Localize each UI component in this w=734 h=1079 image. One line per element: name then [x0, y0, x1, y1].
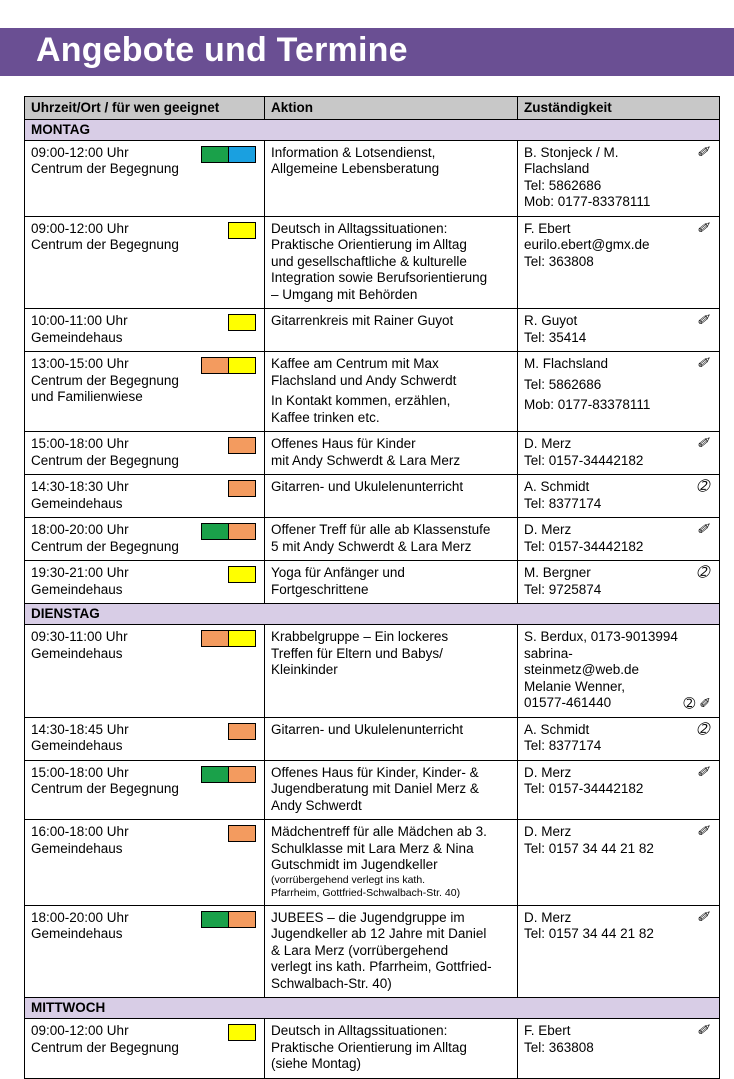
contact-cell	[518, 309, 720, 352]
action-extra-line: In Kontakt kommen, erzählen,	[271, 393, 451, 408]
table-row	[25, 1019, 720, 1079]
time-place-cell	[25, 216, 265, 309]
action-note-line: (vorrübergehend verlegt ins kath.	[271, 873, 426, 886]
audience-chip-orange	[228, 911, 256, 928]
table-row	[25, 475, 720, 518]
contact-line: M. Flachsland	[524, 356, 609, 371]
contact-line: A. Schmidt	[524, 479, 590, 494]
time-place-cell	[25, 475, 265, 518]
time-text: 14:30-18:45 Uhr	[31, 721, 129, 737]
action-line: Andy Schwerdt	[271, 797, 362, 813]
contact-line: sabrina-steinmetz@web.de	[524, 645, 640, 677]
contact-line: S. Berdux, 0173-9013994	[524, 629, 678, 644]
audience-color-chips	[201, 911, 256, 928]
audience-chip-orange	[228, 437, 256, 454]
audience-color-chips	[201, 766, 256, 783]
action-line: Offener Treff für alle ab Klassenstufe	[271, 522, 491, 537]
circled-two-icon: ➁	[696, 564, 709, 581]
contact-line: Tel: 8377174	[524, 738, 602, 753]
page-title: Angebote und Termine	[36, 31, 408, 69]
place-text: Gemeindehaus	[31, 840, 123, 856]
table-row	[25, 760, 720, 820]
place-text: Centrum der Begegnung	[31, 538, 179, 554]
time-text: 15:00-18:00 Uhr	[31, 764, 129, 780]
audience-chip-orange	[228, 480, 256, 497]
action-line: Deutsch in Alltagssituationen:	[271, 1023, 448, 1038]
time-text: 10:00-11:00 Uhr	[31, 313, 128, 328]
time-place-cell	[25, 140, 265, 216]
audience-color-chips	[201, 630, 256, 647]
day-row	[25, 119, 720, 140]
action-note-line: Pfarrheim, Gottfried-Schwalbach-Str. 40)	[271, 886, 461, 899]
header-action: Aktion	[265, 97, 518, 120]
contact-line: Tel: 9725874	[524, 581, 602, 597]
contact-cell	[518, 216, 720, 309]
contact-line: Mob: 0177-83378111	[524, 194, 651, 209]
audience-chip-orange	[201, 357, 229, 374]
table-row	[25, 561, 720, 604]
table-row	[25, 352, 720, 432]
circled-two-icon: ➁	[683, 695, 696, 711]
action-cell	[265, 905, 518, 998]
action-cell	[265, 760, 518, 820]
contact-line: D. Merz	[524, 909, 572, 925]
contact-line: M. Bergner	[524, 565, 591, 580]
contact-cell	[518, 352, 720, 432]
place-text: Gemeindehaus	[31, 329, 123, 345]
action-line: Gutschmidt im Jugendkeller	[271, 857, 438, 872]
contact-cell	[518, 432, 720, 475]
action-line: verlegt ins kath. Pfarrheim, Gottfried-	[271, 959, 492, 974]
audience-color-chips	[228, 437, 256, 454]
day-label: MONTAG	[25, 119, 720, 140]
action-cell	[265, 475, 518, 518]
time-text: 09:00-12:00 Uhr	[31, 220, 129, 236]
audience-chip-orange	[228, 766, 256, 783]
time-text: 19:30-21:00 Uhr	[31, 565, 129, 580]
action-cell	[265, 309, 518, 352]
contact-line: Melanie Wenner,	[524, 678, 626, 694]
contact-line: Tel: 35414	[524, 329, 587, 345]
audience-color-chips	[228, 222, 256, 239]
action-cell	[265, 216, 518, 309]
time-text: 15:00-18:00 Uhr	[31, 436, 129, 451]
action-line: Flachsland und Andy Schwerdt	[271, 372, 457, 388]
contact-line: Tel: 0157-34442182	[524, 452, 644, 468]
time-text: 14:30-18:30 Uhr	[31, 479, 129, 494]
action-line: Mädchentreff für alle Mädchen ab 3.	[271, 824, 487, 839]
action-line: Schwalbach-Str. 40)	[271, 975, 392, 991]
contact-line: Tel: 0157 34 44 21 82	[524, 926, 654, 941]
circled-two-icon: ➁	[696, 478, 709, 495]
contact-line: Tel: 0157-34442182	[524, 538, 644, 554]
action-cell	[265, 561, 518, 604]
contact-cell	[518, 905, 720, 998]
action-line: Deutsch in Alltagssituationen:	[271, 220, 448, 236]
action-line: Information & Lotsendienst,	[271, 144, 436, 160]
time-text: 13:00-15:00 Uhr	[31, 356, 129, 371]
time-place-cell	[25, 717, 265, 760]
action-cell	[265, 432, 518, 475]
action-line: Integration sowie Berufsorientierung	[271, 270, 488, 285]
wheelchair-icon: ✐	[699, 695, 711, 711]
contact-cell	[518, 820, 720, 906]
time-place-cell	[25, 518, 265, 561]
header-responsibility: Zuständigkeit	[518, 97, 720, 120]
action-line: und gesellschaftliche & kulturelle	[271, 253, 467, 269]
time-text: 09:00-12:00 Uhr	[31, 144, 129, 160]
action-line: Praktische Orientierung im Alltag	[271, 237, 467, 252]
contact-cell	[518, 518, 720, 561]
audience-chip-orange	[201, 630, 229, 647]
place-text: Centrum der Begegnung	[31, 781, 179, 796]
action-line: Kaffee am Centrum mit Max	[271, 356, 439, 371]
wheelchair-icon: ✐	[696, 763, 709, 781]
contact-line: B. Stonjeck / M. Flachsland	[524, 144, 619, 176]
contact-line: A. Schmidt	[524, 721, 590, 737]
audience-chip-yellow	[228, 630, 256, 647]
action-line: JUBEES – die Jugendgruppe im	[271, 909, 465, 925]
action-line: Gitarren- und Ukulelenunterricht	[271, 721, 464, 737]
time-place-cell	[25, 309, 265, 352]
day-row	[25, 604, 720, 625]
table-row	[25, 518, 720, 561]
audience-chip-green	[201, 766, 229, 783]
audience-color-chips	[228, 723, 256, 740]
action-line: Praktische Orientierung im Alltag	[271, 1039, 467, 1055]
day-label: MITTWOCH	[25, 998, 720, 1019]
contact-line: Tel: 0157-34442182	[524, 781, 644, 796]
action-line: & Lara Merz (vorrübergehend	[271, 942, 449, 958]
action-line: Jugendberatung mit Daniel Merz &	[271, 781, 479, 796]
wheelchair-icon: ✐	[696, 908, 709, 926]
audience-chip-orange	[228, 825, 256, 842]
contact-cell	[518, 625, 720, 718]
action-line: Treffen für Eltern und Babys/	[271, 645, 443, 661]
table-row	[25, 717, 720, 760]
time-place-cell	[25, 625, 265, 718]
audience-color-chips	[201, 523, 256, 540]
audience-chip-yellow	[228, 566, 256, 583]
action-line: Gitarren- und Ukulelenunterricht	[271, 479, 464, 494]
action-line: Schulklasse mit Lara Merz & Nina	[271, 840, 474, 856]
wheelchair-icon: ✐	[696, 823, 709, 840]
audience-chip-yellow	[228, 222, 256, 239]
audience-color-chips	[201, 146, 256, 163]
time-place-cell	[25, 820, 265, 906]
contact-line: Tel: 363808	[524, 253, 594, 269]
action-line: Gitarrenkreis mit Rainer Guyot	[271, 313, 454, 328]
place-text: Gemeindehaus	[31, 645, 123, 661]
audience-color-chips	[228, 825, 256, 842]
time-text: 18:00-20:00 Uhr	[31, 909, 129, 925]
table-row	[25, 216, 720, 309]
action-line: 5 mit Andy Schwerdt & Lara Merz	[271, 538, 472, 554]
contact-cell	[518, 561, 720, 604]
time-text: 09:30-11:00 Uhr	[31, 629, 128, 644]
action-line: Jugendkeller ab 12 Jahre mit Daniel	[271, 926, 487, 941]
table-row	[25, 140, 720, 216]
wheelchair-icon: ✐	[696, 521, 709, 538]
wheelchair-icon: ✐	[696, 435, 709, 452]
wheelchair-icon: ✐	[696, 219, 709, 237]
audience-color-chips	[228, 314, 256, 331]
table-header-row	[25, 97, 720, 120]
audience-color-chips	[228, 566, 256, 583]
action-line: – Umgang mit Behörden	[271, 286, 418, 302]
audience-chip-yellow	[228, 314, 256, 331]
audience-chip-yellow	[228, 1024, 256, 1041]
contact-line: eurilo.ebert@gmx.de	[524, 237, 650, 252]
contact-line: Tel: 8377174	[524, 495, 602, 511]
contact-line: D. Merz	[524, 436, 572, 451]
action-cell	[265, 352, 518, 432]
action-line: Offenes Haus für Kinder	[271, 436, 416, 451]
time-text: 18:00-20:00 Uhr	[31, 522, 129, 537]
action-line: Yoga für Anfänger und	[271, 565, 405, 580]
contact-line: D. Merz	[524, 522, 572, 537]
contact-line: Mob: 0177-83378111	[524, 397, 651, 412]
audience-chip-orange	[228, 723, 256, 740]
time-text: 09:00-12:00 Uhr	[31, 1023, 129, 1038]
table-row	[25, 820, 720, 906]
time-place-cell	[25, 352, 265, 432]
audience-chip-green	[201, 146, 229, 163]
wheelchair-icon: ✐	[696, 312, 709, 329]
time-place-cell	[25, 905, 265, 998]
action-line: Krabbelgruppe – Ein lockeres	[271, 629, 449, 644]
contact-cell	[518, 717, 720, 760]
header-time-place: Uhrzeit/Ort / für wen geeignet	[25, 97, 265, 120]
table-row	[25, 905, 720, 998]
title-banner	[0, 28, 734, 76]
contact-line: 01577-461440	[524, 695, 612, 710]
table-row	[25, 309, 720, 352]
contact-line: Tel: 0157 34 44 21 82	[524, 840, 654, 856]
action-line: mit Andy Schwerdt & Lara Merz	[271, 452, 461, 468]
audience-color-chips	[228, 480, 256, 497]
audience-color-chips	[228, 1024, 256, 1041]
place-text: Gemeindehaus	[31, 495, 123, 511]
time-place-cell	[25, 760, 265, 820]
action-line: Offenes Haus für Kinder, Kinder- &	[271, 764, 479, 780]
contact-line: D. Merz	[524, 824, 572, 839]
place-text: Centrum der Begegnung	[31, 1039, 179, 1055]
contact-cell	[518, 475, 720, 518]
action-cell	[265, 625, 518, 718]
day-row	[25, 998, 720, 1019]
action-line: Kleinkinder	[271, 662, 338, 677]
table-row	[25, 432, 720, 475]
time-place-cell	[25, 432, 265, 475]
contact-line: R. Guyot	[524, 313, 578, 328]
contact-line: F. Ebert	[524, 1023, 571, 1038]
contact-symbols	[680, 695, 711, 712]
wheelchair-icon: ✐	[696, 143, 709, 161]
action-line: Allgemeine Lebensberatung	[271, 161, 440, 176]
contact-line: Tel: 363808	[524, 1039, 594, 1055]
contact-cell	[518, 760, 720, 820]
place-text: Centrum der Begegnung	[31, 161, 179, 176]
place-text: Gemeindehaus	[31, 581, 123, 597]
audience-chip-orange	[228, 523, 256, 540]
place-text: Gemeindehaus	[31, 738, 123, 753]
action-cell	[265, 717, 518, 760]
audience-chip-blue	[228, 146, 256, 163]
action-cell	[265, 518, 518, 561]
audience-chip-green	[201, 911, 229, 928]
wheelchair-icon: ✐	[696, 355, 709, 372]
action-extra-line: Kaffee trinken etc.	[271, 409, 380, 425]
audience-chip-yellow	[228, 357, 256, 374]
table-row	[25, 625, 720, 718]
action-line: (siehe Montag)	[271, 1056, 362, 1071]
contact-line: F. Ebert	[524, 220, 571, 236]
place-text: Centrum der Begegnung und Familienwiese	[31, 372, 179, 404]
action-cell	[265, 140, 518, 216]
schedule-table	[24, 96, 720, 1079]
audience-chip-green	[201, 523, 229, 540]
time-text: 16:00-18:00 Uhr	[31, 824, 129, 839]
place-text: Gemeindehaus	[31, 926, 123, 941]
place-text: Centrum der Begegnung	[31, 237, 179, 252]
contact-line: D. Merz	[524, 764, 572, 780]
contact-line: Tel: 5862686	[524, 376, 602, 392]
contact-cell	[518, 140, 720, 216]
place-text: Centrum der Begegnung	[31, 452, 179, 468]
audience-color-chips	[201, 357, 256, 374]
day-label: DIENSTAG	[25, 604, 720, 625]
contact-cell	[518, 1019, 720, 1079]
circled-two-icon: ➁	[696, 720, 709, 738]
action-cell	[265, 1019, 518, 1079]
wheelchair-icon: ✐	[696, 1022, 709, 1039]
action-cell	[265, 820, 518, 906]
time-place-cell	[25, 561, 265, 604]
contact-line: Tel: 5862686	[524, 177, 602, 193]
action-line: Fortgeschrittene	[271, 581, 369, 597]
time-place-cell	[25, 1019, 265, 1079]
